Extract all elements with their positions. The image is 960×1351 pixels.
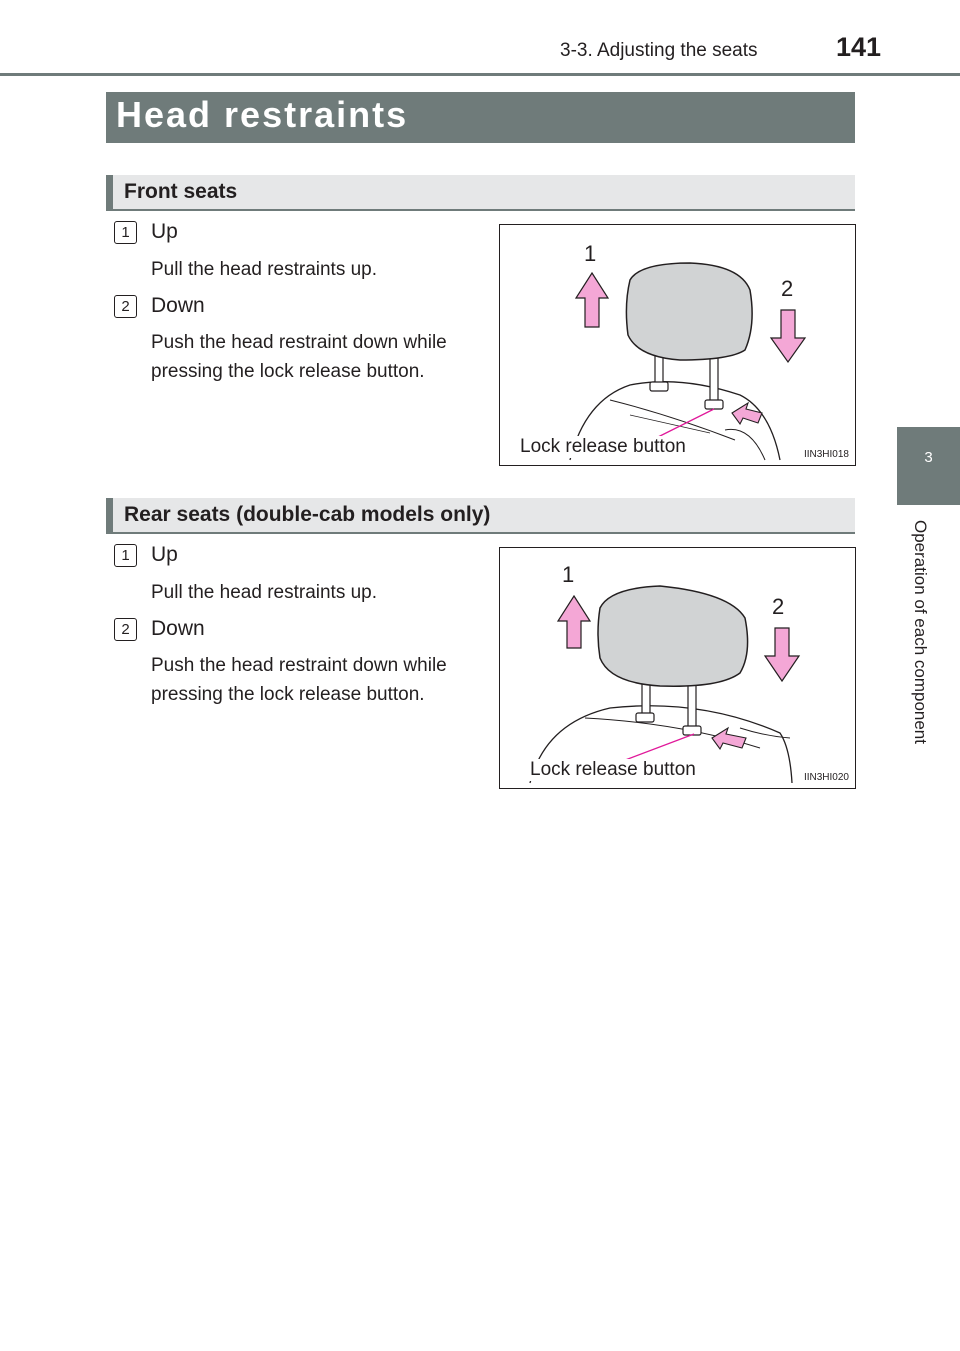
up-arrow-icon (558, 596, 590, 648)
chapter-tab (897, 427, 960, 505)
step-title: Up (151, 220, 178, 243)
section-heading-rear-seats (106, 498, 855, 534)
head-restraint-illustration (500, 548, 855, 788)
figure-front-head-restraint (499, 224, 856, 466)
header-rule (0, 73, 960, 76)
step-number: 2 (114, 618, 137, 641)
header-section-title: 3-3. Adjusting the seats (560, 40, 758, 61)
page-title: Head restraints (116, 94, 409, 135)
step-description: Push the head restraint down while pressing the lock release button. (151, 332, 447, 382)
page-number: 141 (836, 32, 882, 62)
figure-code: IIN3HI020 (803, 772, 849, 783)
step-description: Pull the head restraints up. (151, 582, 378, 603)
step-description: Push the head restraint down while pressing the lock release button. (151, 655, 447, 705)
section-heading-text: Rear seats (double-cab models only) (124, 503, 491, 526)
lock-release-button-label: Lock release button (520, 436, 686, 457)
chapter-title: Operation of each component (911, 520, 930, 744)
figure-rear-head-restraint (499, 547, 856, 789)
step-number: 2 (114, 295, 137, 318)
callout-2: 2 (772, 594, 785, 619)
down-arrow-icon (765, 628, 799, 681)
step-title: Up (151, 543, 178, 566)
step-number: 1 (114, 544, 137, 567)
step-title: Down (151, 617, 205, 640)
step-number: 1 (114, 221, 137, 244)
lock-release-button-label: Lock release button (530, 759, 696, 780)
figure-code: IIN3HI018 (803, 449, 849, 460)
section-heading-text: Front seats (124, 180, 238, 203)
up-arrow-icon (576, 273, 608, 327)
press-arrow-icon (732, 403, 762, 424)
callout-1: 1 (562, 562, 575, 587)
down-arrow-icon (771, 310, 805, 362)
step-title: Down (151, 294, 205, 317)
section-heading-front-seats (106, 175, 855, 211)
chapter-number: 3 (924, 449, 933, 466)
head-restraint-illustration (500, 225, 855, 465)
press-arrow-icon (712, 728, 746, 749)
callout-1: 1 (584, 241, 597, 266)
step-description: Pull the head restraints up. (151, 259, 378, 280)
callout-2: 2 (781, 276, 794, 301)
page-title-bar (106, 92, 855, 143)
